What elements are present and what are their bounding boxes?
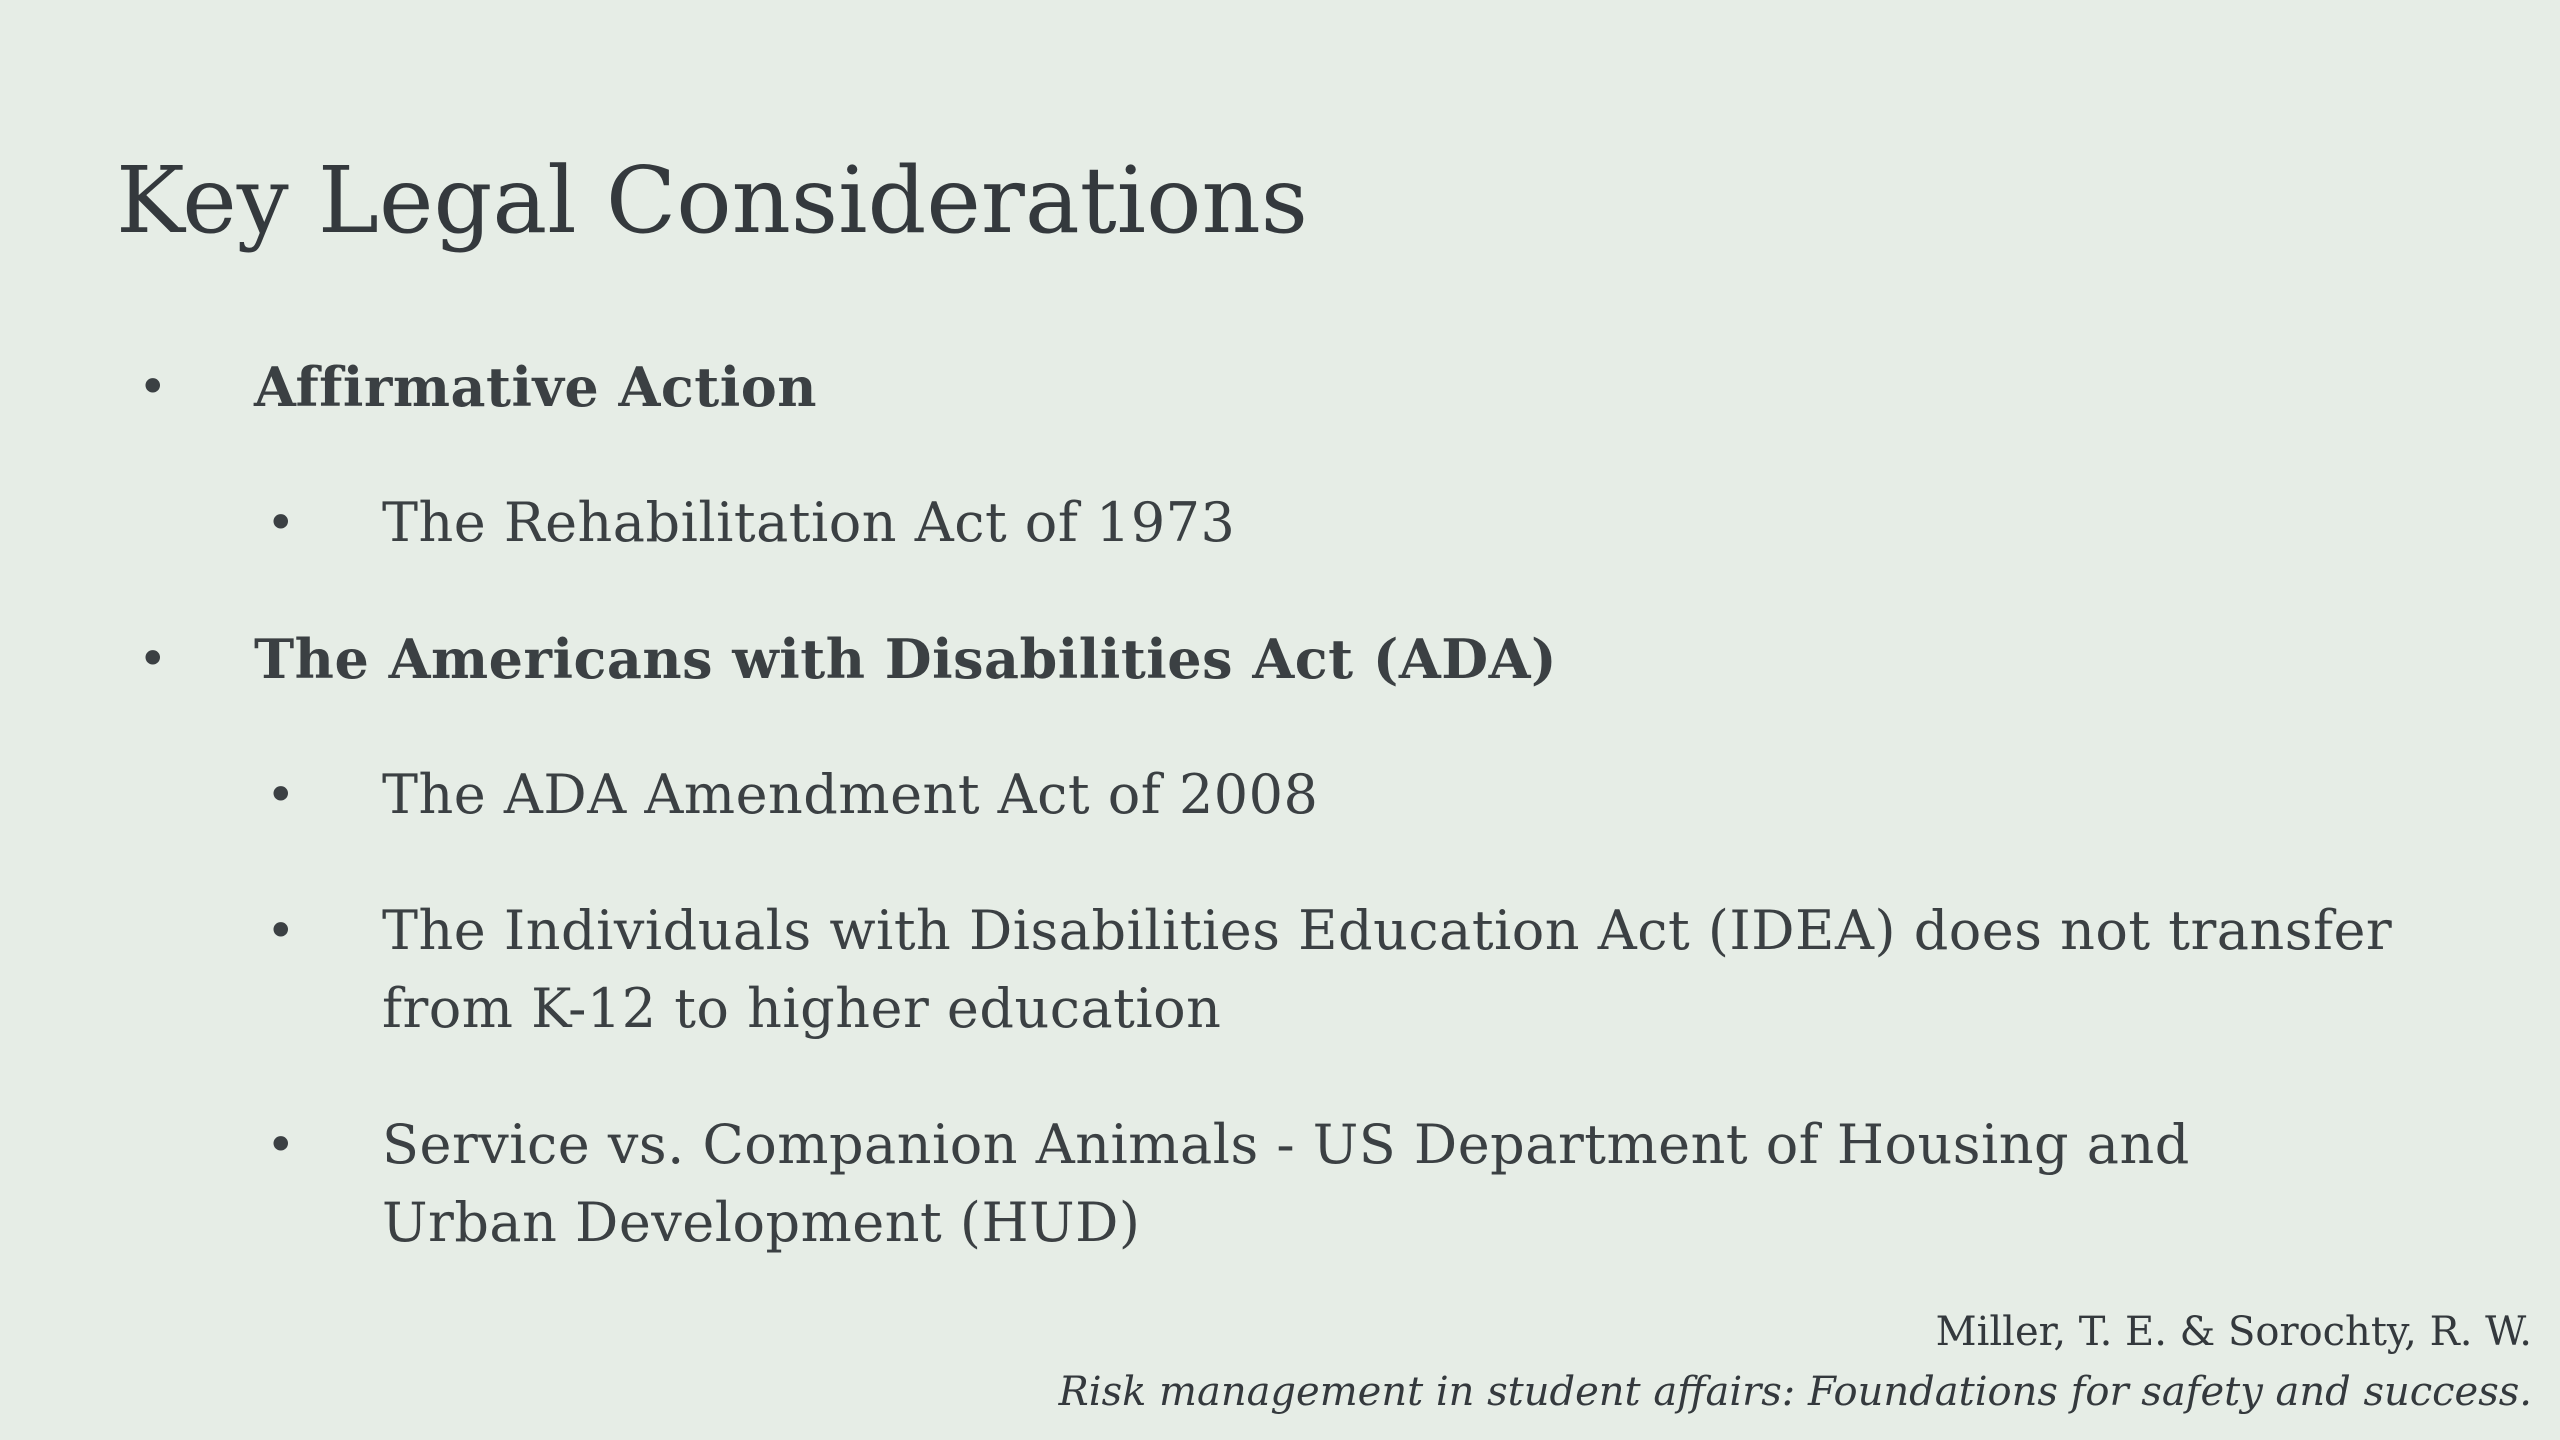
bullet-item-affirmative-action: [126, 348, 817, 426]
bullet-icon: •: [266, 1116, 296, 1174]
bullet-text: Service vs. Companion Animals - US Department of Housing and Urban Development (HUD): [382, 1113, 2190, 1254]
citation-work: Risk management in student affairs: Foundations for safety and success.: [1058, 1369, 2532, 1415]
slide-title: Key Legal Considerations: [116, 147, 1308, 254]
bullet-icon: •: [266, 766, 296, 824]
bullet-item-rehabilitation-act: [254, 484, 1235, 562]
bullet-item-ada-amendment: [254, 756, 1318, 834]
bullet-item-ada: [126, 620, 1557, 698]
bullet-icon: •: [266, 494, 296, 552]
citation: [1059, 1302, 2532, 1422]
bullet-icon: •: [266, 902, 296, 960]
bullet-item-service-animals: [254, 1106, 2434, 1262]
bullet-text: The ADA Amendment Act of 2008: [382, 763, 1319, 826]
citation-authors: Miller, T. E. & Sorochty, R. W.: [1935, 1309, 2532, 1355]
bullet-text: The Americans with Disabilities Act (ADA): [254, 627, 1558, 691]
bullet-text: The Rehabilitation Act of 1973: [382, 491, 1236, 554]
bullet-icon: •: [138, 630, 168, 688]
bullet-text: Affirmative Action: [254, 355, 818, 419]
bullet-item-idea: [254, 892, 2434, 1048]
bullet-text: The Individuals with Disabilities Education Act (IDEA) does not transfer from K-12 to higher education: [382, 899, 2393, 1040]
bullet-icon: •: [138, 358, 168, 416]
